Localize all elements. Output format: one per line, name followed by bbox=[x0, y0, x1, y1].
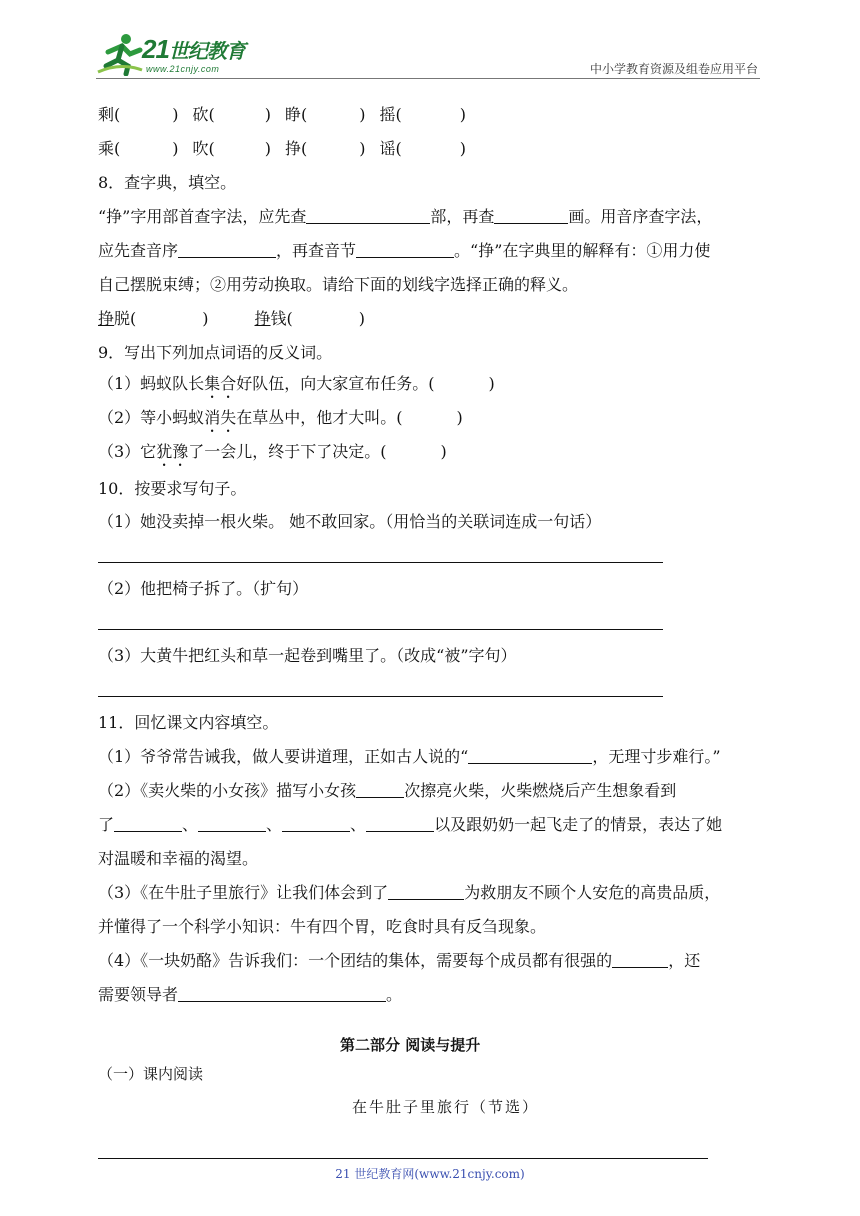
text: ，再查音节 bbox=[276, 241, 357, 260]
text: 。“挣”在字典里的解释有：①用力使 bbox=[454, 241, 711, 260]
char-blank: 挣( bbox=[285, 139, 308, 158]
logo-wordmark bbox=[142, 34, 245, 65]
text: 在草丛中，他才大叫。( bbox=[236, 408, 403, 427]
q9-item-1 bbox=[98, 373, 495, 402]
blank-character[interactable] bbox=[388, 882, 464, 900]
site-logo[interactable] bbox=[96, 32, 266, 76]
blank-quality[interactable] bbox=[612, 950, 668, 968]
blank-radical[interactable] bbox=[306, 206, 430, 224]
blank-leader[interactable] bbox=[178, 984, 386, 1002]
char-blank: 砍( bbox=[192, 105, 215, 124]
q11-title: 11．回忆课文内容填空。 bbox=[98, 713, 279, 732]
footer-text[interactable]: 21 世纪教育网(www.21cnjy.com) bbox=[335, 1167, 525, 1181]
paren: ) bbox=[264, 105, 271, 124]
text: 、 bbox=[350, 815, 367, 834]
q9-item-2 bbox=[98, 407, 463, 436]
answer-line-2[interactable] bbox=[98, 629, 663, 630]
text: （3）《在牛肚子里旅行》让我们体会到了 bbox=[98, 883, 389, 902]
blank-syllable[interactable] bbox=[356, 240, 454, 258]
text: （3）它 bbox=[98, 442, 157, 461]
q10-item-3: （3）大黄牛把红头和草一起卷到嘴里了。（改成“被”字句） bbox=[98, 646, 517, 665]
text: （2）等小蚂蚁 bbox=[98, 408, 205, 427]
blank-vision-1[interactable] bbox=[114, 814, 182, 832]
header-tagline: 中小学教育资源及组卷应用平台 bbox=[589, 62, 758, 76]
text: 。 bbox=[386, 985, 403, 1004]
logo-text: 世纪教育 bbox=[168, 39, 245, 63]
q9-item-3 bbox=[98, 441, 447, 470]
text: “挣”字用部首查字法，应先查 bbox=[98, 207, 307, 226]
q8-line-3: 自己摆脱束缚；②用劳动换取。请给下面的划线字选择正确的释义。 bbox=[98, 275, 579, 294]
text: 画。用音序查字法， bbox=[568, 207, 713, 226]
q7-row-1 bbox=[98, 104, 466, 126]
blank-initial[interactable] bbox=[178, 240, 276, 258]
char-blank: 剩( bbox=[98, 105, 121, 124]
paren: ) bbox=[459, 105, 466, 124]
dotted-word: 集合 bbox=[204, 374, 237, 393]
text: 次擦亮火柴，火柴燃烧后产生想象看到 bbox=[404, 781, 677, 800]
text: 好队伍，向大家宣布任务。( bbox=[236, 374, 435, 393]
char-blank: 摇( bbox=[379, 105, 402, 124]
logo-url: www.21cnjy.com bbox=[146, 64, 220, 74]
paren: ) bbox=[359, 139, 366, 158]
text: 以及跟奶奶一起飞走了的情景，表达了她 bbox=[434, 815, 723, 834]
logo-number: 21 bbox=[142, 34, 169, 64]
q10-item-1: （1）她没卖掉一根火柴。 她不敢回家。（用恰当的关联词连成一句话） bbox=[98, 512, 602, 531]
q11-item-2 bbox=[98, 780, 676, 802]
text: 部，再查 bbox=[430, 207, 495, 226]
paren: ) bbox=[488, 374, 495, 393]
text: ，无理寸步难行。” bbox=[592, 747, 721, 766]
q11-item-2-cont bbox=[98, 814, 722, 836]
passage-title: 在牛肚子里旅行（节选） bbox=[352, 1098, 540, 1116]
q7-row-2 bbox=[98, 138, 466, 160]
blank-vision-2[interactable] bbox=[198, 814, 266, 832]
blank-vision-4[interactable] bbox=[366, 814, 434, 832]
q11-item-3 bbox=[98, 882, 720, 904]
q9-title: 9．写出下列加点词语的反义词。 bbox=[98, 343, 333, 362]
text: （4）《一块奶酪》告诉我们：一个团结的集体，需要每个成员都有很强的 bbox=[98, 951, 613, 970]
part-two-heading: 第二部分 阅读与提升 bbox=[340, 1036, 481, 1054]
paren: ) bbox=[202, 309, 209, 328]
paren: ) bbox=[172, 105, 179, 124]
blank-proverb[interactable] bbox=[468, 746, 592, 764]
text: ，还 bbox=[668, 951, 701, 970]
answer-line-3[interactable] bbox=[98, 696, 663, 697]
text: （2）《卖火柴的小女孩》描写小女孩 bbox=[98, 781, 357, 800]
q8-line-1 bbox=[98, 206, 712, 228]
text: 脱( bbox=[114, 309, 137, 328]
q11-item-3-cont: 并懂得了一个科学小知识：牛有四个胃，吃食时具有反刍现象。 bbox=[98, 917, 547, 936]
paren: ) bbox=[359, 105, 366, 124]
text: 了一会儿，终于下了决定。( bbox=[188, 442, 387, 461]
footer-divider bbox=[98, 1158, 708, 1159]
text: （1）爷爷常告诫我，做人要讲道理，正如古人说的“ bbox=[98, 747, 469, 766]
paren: ) bbox=[358, 309, 366, 328]
char-blank: 吹( bbox=[192, 139, 215, 158]
blank-count[interactable] bbox=[356, 780, 404, 798]
paren: ) bbox=[456, 408, 463, 427]
paren: ) bbox=[459, 139, 466, 158]
text: 应先查音序 bbox=[98, 241, 179, 260]
q11-item-2-end: 对温暖和幸福的渴望。 bbox=[98, 849, 259, 868]
q11-item-4-cont bbox=[98, 984, 402, 1006]
text: 、 bbox=[182, 815, 199, 834]
text: 了 bbox=[98, 815, 115, 834]
blank-strokes[interactable] bbox=[494, 206, 568, 224]
text: 需要领导者 bbox=[98, 985, 179, 1004]
q8-title: 8．查字典，填空。 bbox=[98, 173, 237, 192]
text: 、 bbox=[266, 815, 283, 834]
q8-words bbox=[98, 308, 365, 330]
q10-item-2: （2）他把椅子拆了。（扩句） bbox=[98, 579, 309, 598]
paren: ) bbox=[264, 139, 271, 158]
q11-item-1 bbox=[98, 746, 721, 768]
dotted-word: 消失 bbox=[204, 408, 237, 427]
page-header bbox=[96, 30, 760, 79]
section-subheading: （一）课内阅读 bbox=[98, 1065, 204, 1083]
q10-title: 10．按要求写句子。 bbox=[98, 479, 247, 498]
blank-vision-3[interactable] bbox=[282, 814, 350, 832]
paren: ) bbox=[440, 442, 447, 461]
q11-item-4 bbox=[98, 950, 700, 972]
underlined-char: 挣 bbox=[98, 309, 115, 328]
char-blank: 谣( bbox=[379, 139, 402, 158]
char-blank: 乘( bbox=[98, 139, 121, 158]
runner-icon bbox=[96, 32, 144, 76]
answer-line-1[interactable] bbox=[98, 562, 663, 563]
char-blank: 睁( bbox=[285, 105, 308, 124]
paren: ) bbox=[172, 139, 179, 158]
dotted-word: 犹豫 bbox=[156, 442, 189, 461]
text: （1）蚂蚁队长 bbox=[98, 374, 205, 393]
q8-line-2 bbox=[98, 240, 710, 262]
text: 钱( bbox=[270, 309, 293, 328]
underlined-char: 挣 bbox=[254, 309, 271, 328]
text: 为救朋友不顾个人安危的高贵品质， bbox=[464, 883, 721, 902]
